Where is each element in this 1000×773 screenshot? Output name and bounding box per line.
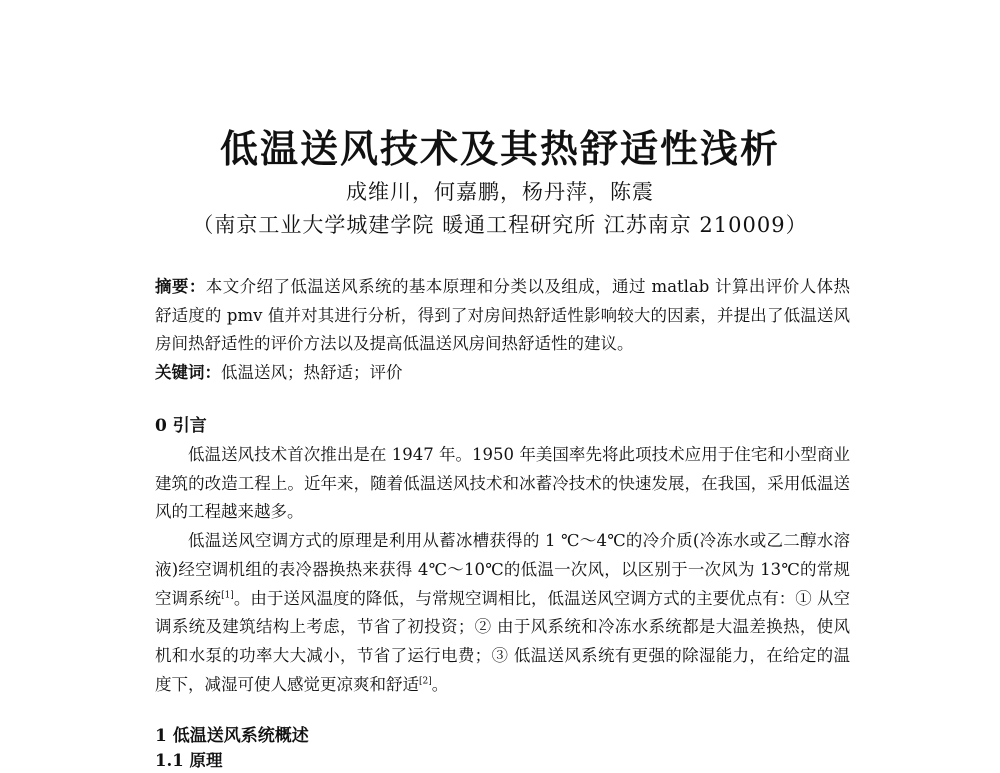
citation-2: [2] (419, 676, 432, 687)
intro-paragraph-1: 低温送风技术首次推出是在 1947 年。1950 年美国率先将此项技术应用于住宅和小型商业建筑的改造工程上。近年来，随着低温送风技术和冰蓄冷技术的快速发展，在我国，采用低温送风的工程越来越多。 (155, 445, 850, 522)
intro-body (155, 441, 850, 699)
abstract (155, 273, 850, 359)
abstract-text: 本文介绍了低温送风系统的基本原理和分类以及组成，通过 matlab 计算出评价人体热舒适度的 pmv 值并对其进行分析，得到了对房间热舒适性影响较大的因素，并提出了低温送风房间热舒适性的评价方法以及提高低温送风房间热舒适性的建议。 (155, 277, 850, 354)
affiliation: （南京工业大学城建学院 暖通工程研究所 江苏南京 210009） (192, 213, 808, 237)
intro-paragraph-2 (155, 527, 850, 699)
keywords (155, 359, 850, 388)
abstract-block (155, 273, 850, 388)
section-heading-overview: 1 低温送风系统概述 (155, 726, 309, 746)
citation-1: [1] (221, 590, 234, 601)
paper-title: 低温送风技术及其热舒适性浅析 (219, 127, 780, 171)
intro-paragraph-2-part-b: 。由于送风温度的降低，与常规空调相比，低温送风空调方式的主要优点有：① 从空调系统及建筑结构上考虑，节省了初投资；② 由于风系统和冷冻水系统都是大温差换热，使风机和水泵的功率大大减小，节省了运行电费；③ 低温送风系统有更强的除湿能力，在给定的温度下，减湿可使人感觉更凉爽和舒适 (155, 588, 851, 694)
abstract-label: 摘要： (155, 277, 206, 296)
author-list: 成维川，何嘉鹏，杨丹萍，陈震 (346, 180, 654, 204)
keywords-text: 低温送风；热舒适；评价 (221, 363, 403, 383)
subsection-heading-principle: 1.1 原理 (155, 751, 223, 770)
intro-paragraph-2-part-a: 低温送风空调方式的原理是利用从蓄冰槽获得的 1 ℃～4℃的冷介质(冷冻水或乙二醇水溶液)经空调机组的表冷器换热来获得 4℃～10℃的低温一次风，以区别于一次风为 13℃的常规空调系统 (155, 531, 850, 608)
keywords-label: 关键词： (155, 363, 221, 383)
section-heading-intro: 0 引言 (155, 416, 207, 436)
intro-paragraph-2-part-c: 。 (431, 674, 449, 694)
